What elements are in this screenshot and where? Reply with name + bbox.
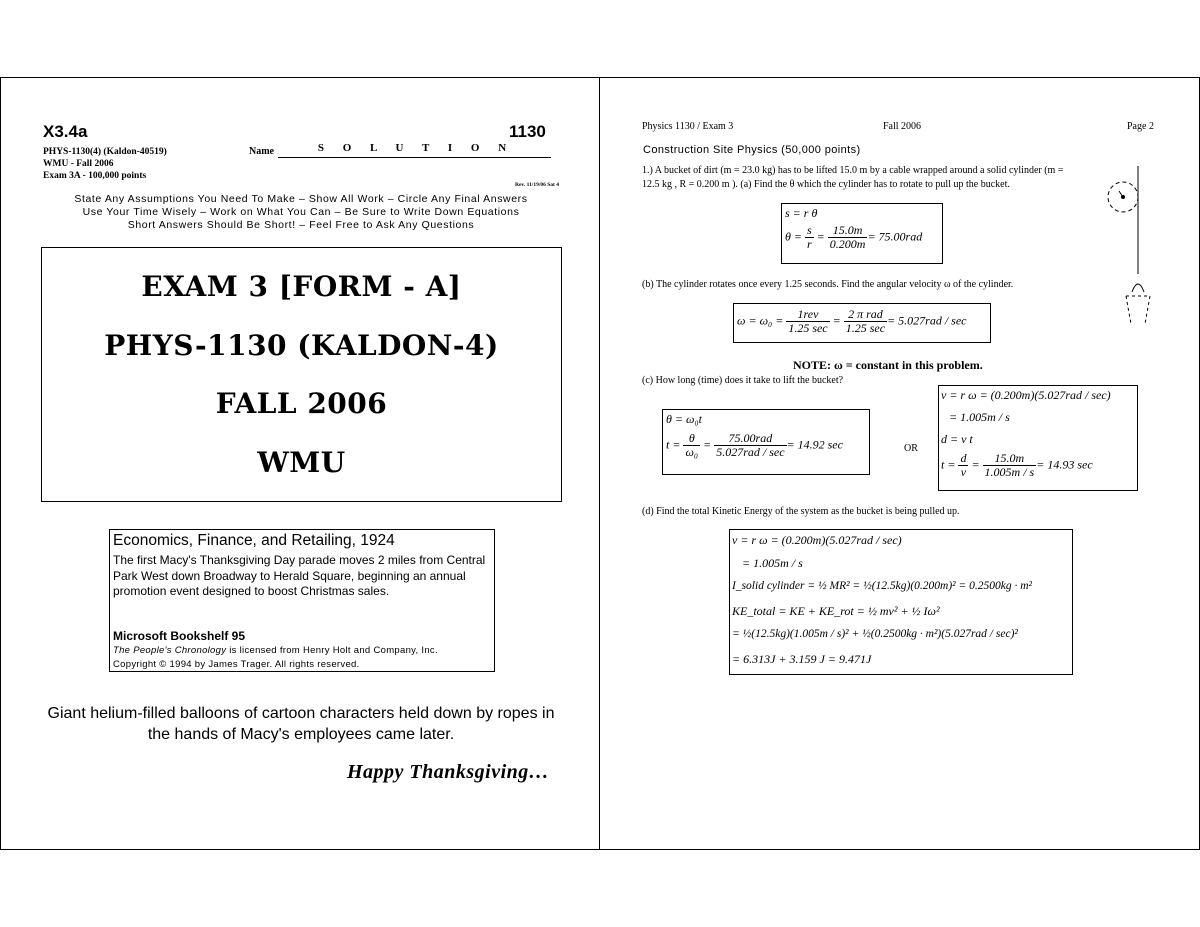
eq-line: d = v t — [941, 432, 973, 446]
header-center: Fall 2006 — [883, 121, 922, 132]
eq-line: KE_total = KE + KE_rot = ½ mv² + ½ Iω² — [732, 604, 940, 618]
answer-box-omega — [733, 303, 991, 343]
fraction — [683, 432, 700, 459]
denominator: 5.027rad / sec — [716, 445, 785, 459]
meta-line: PHYS-1130(4) (Kaldon-40519) — [43, 147, 167, 157]
info-copyright: Copyright © 1994 by James Trager. All rights reserved. — [113, 659, 360, 670]
question-1b: (b) The cylinder rotates once every 1.25 seconds. Find the angular velocity ω of the cylinder. — [642, 279, 1014, 290]
eq-line: θ = $\frac{s}{r}$ = $\frac{15.0m}{0.200m}$ = 75.00rad — [785, 223, 923, 251]
history-info-box — [109, 529, 495, 672]
greeting: Happy Thanksgiving… — [347, 761, 550, 783]
instruction-line: Short Answers Should Be Short! – Feel Free to Ask Any Questions — [127, 219, 475, 231]
numerator: d — [960, 451, 967, 465]
answer-box-time-a — [662, 409, 870, 475]
cylinder-radius — [1119, 191, 1123, 197]
info-body: The first Macy's Thanksgiving Day parade moves 2 miles from Central Park West down Broadway to Herald Square, beginning an annual promotion event designed to boost Christmas sales. — [113, 553, 486, 598]
numerator: 2 π rad — [844, 308, 887, 322]
name-underline — [278, 157, 551, 158]
name-value: S O L U T I O N — [317, 142, 515, 154]
meta-line: Exam 3A - 100,000 points — [43, 171, 147, 181]
answer-box-kinetic-energy — [729, 529, 1073, 675]
answer-box-theta — [781, 203, 943, 264]
header-left: Physics 1130 / Exam 3 — [642, 121, 734, 132]
course-code: X3.4a — [43, 122, 88, 141]
section-title: Construction Site Physics (50,000 points) — [643, 144, 861, 156]
instruction-line: Use Your Time Wisely – Work on What You Can – Be Sure to Write Down Equations — [82, 206, 520, 218]
note-omega-constant: NOTE: ω = constant in this problem. — [793, 358, 983, 372]
denominator: 1.005m / s — [984, 465, 1035, 479]
question-1d: (d) Find the total Kinetic Energy of the system as the bucket is being pulled up. — [642, 506, 960, 517]
eq-line: s = r θ — [785, 206, 818, 220]
eq-line: ω = ω₀ = $\frac{\text{1rev}}{1.25 \sec}$ = $\frac{\text{2 π rad}}{1.25 \sec}$ = 5.027rad / sec — [737, 307, 967, 335]
eq-line: t = $\frac{\theta}{\text{ω₀}}$ = $\frac{\text{75.00rad}}{\text{5.027rad / sec}}$ = 14.92 sec — [666, 431, 843, 459]
header-right: Page 2 — [1127, 121, 1154, 132]
eq-result: = 14.93 sec — [1036, 457, 1093, 472]
answer-box-time-b — [938, 385, 1138, 491]
info-citation — [113, 645, 438, 656]
eq-result: = 14.92 sec — [786, 437, 843, 452]
fraction — [828, 224, 868, 251]
eq-lhs: t = — [941, 457, 959, 472]
exam-term: FALL 2006 — [215, 387, 388, 420]
citation-rest: is licensed from Henry Holt and Company, Inc. — [226, 645, 438, 656]
eq-line: = ½(12.5kg)(1.005m / s)² + ½(0.2500kg · m²)(5.027rad / sec)² — [732, 628, 1018, 640]
eq-lhs: t = — [666, 437, 684, 452]
fraction — [805, 224, 814, 251]
or-label: OR — [904, 443, 918, 454]
citation-title: The People's Chronology — [113, 645, 227, 656]
fraction — [983, 452, 1037, 479]
fraction — [844, 308, 887, 335]
eq-result: = 75.00rad — [867, 229, 923, 244]
question-1a: 1.) A bucket of dirt (m = 23.0 kg) has to be lifted 15.0 m by a cable wrapped around a solid cylinder (m = 12.5 kg , R = 0.200 m ). (a) Find the θ which the cylinder has to rotate to pull up the bucket. — [642, 165, 1064, 190]
revision-stamp: Rev. 11/19/06 Sat 4 — [514, 182, 559, 188]
eq-line: = 1.005m / s — [949, 410, 1010, 424]
eq-line: v = r ω = (0.200m)(5.027rad / sec) — [941, 388, 1111, 402]
fraction — [786, 308, 829, 335]
eq-line: v = r ω = (0.200m)(5.027rad / sec) — [732, 533, 902, 547]
course-number: 1130 — [509, 122, 546, 141]
meta-line: WMU - Fall 2006 — [43, 159, 114, 169]
numerator: 75.00rad — [714, 432, 786, 446]
eq-lhs: θ = — [785, 229, 805, 244]
info-heading: Economics, Finance, and Retailing, 1924 — [113, 532, 395, 549]
exam-course: PHYS-1130 (KALDON-4) — [104, 329, 499, 362]
info-source: Microsoft Bookshelf 95 — [113, 629, 246, 643]
eq-line: I_solid cylinder = ½ MR² = ½(12.5kg)(0.200m)² = 0.2500kg · m² — [732, 580, 1032, 592]
pulley-diagram — [1101, 164, 1161, 334]
denominator: 1.25 sec — [788, 321, 828, 335]
numerator: s — [807, 223, 812, 237]
eq-line: θ = ω₀t — [666, 412, 702, 426]
numerator: 1rev — [786, 308, 829, 322]
exam-title-box — [41, 247, 562, 502]
numerator: θ — [683, 432, 700, 446]
numerator: 15.0m — [828, 224, 868, 238]
numerator: 15.0m — [983, 452, 1037, 466]
fraction — [714, 432, 786, 459]
eq-line: t = $\frac{d}{v}$ = $\frac{15.0m}{1.005m / s}$ = 14.93 sec — [941, 451, 1093, 479]
denominator: 0.200m — [829, 237, 866, 251]
denominator: 1.25 sec — [845, 321, 886, 335]
eq-line: = 1.005m / s — [742, 556, 803, 570]
bucket-handle — [1132, 284, 1144, 292]
name-label: Name — [249, 146, 274, 157]
denominator: r — [807, 237, 812, 251]
denominator: ω₀ — [685, 445, 699, 459]
exam-title: EXAM 3 [FORM - A] — [141, 270, 462, 303]
question-1c: (c) How long (time) does it take to lift the bucket? — [642, 375, 844, 386]
footnote: Giant helium-filled balloons of cartoon characters held down by ropes in the hands of Macy's employees came later. — [47, 705, 555, 743]
eq-lhs: ω = ω₀ = — [737, 313, 787, 328]
fraction — [958, 452, 968, 479]
exam-school: WMU — [257, 446, 346, 479]
instruction-line: State Any Assumptions You Need To Make – Show All Work – Circle Any Final Answers — [74, 193, 528, 205]
eq-line: = 6.313J + 3.159 J = 9.471J — [732, 652, 872, 666]
page-divider — [599, 78, 600, 849]
bucket-outline — [1126, 296, 1150, 324]
denominator: v — [960, 465, 967, 479]
exam-sheet — [0, 77, 1200, 850]
eq-result: = 5.027rad / sec — [887, 313, 967, 328]
